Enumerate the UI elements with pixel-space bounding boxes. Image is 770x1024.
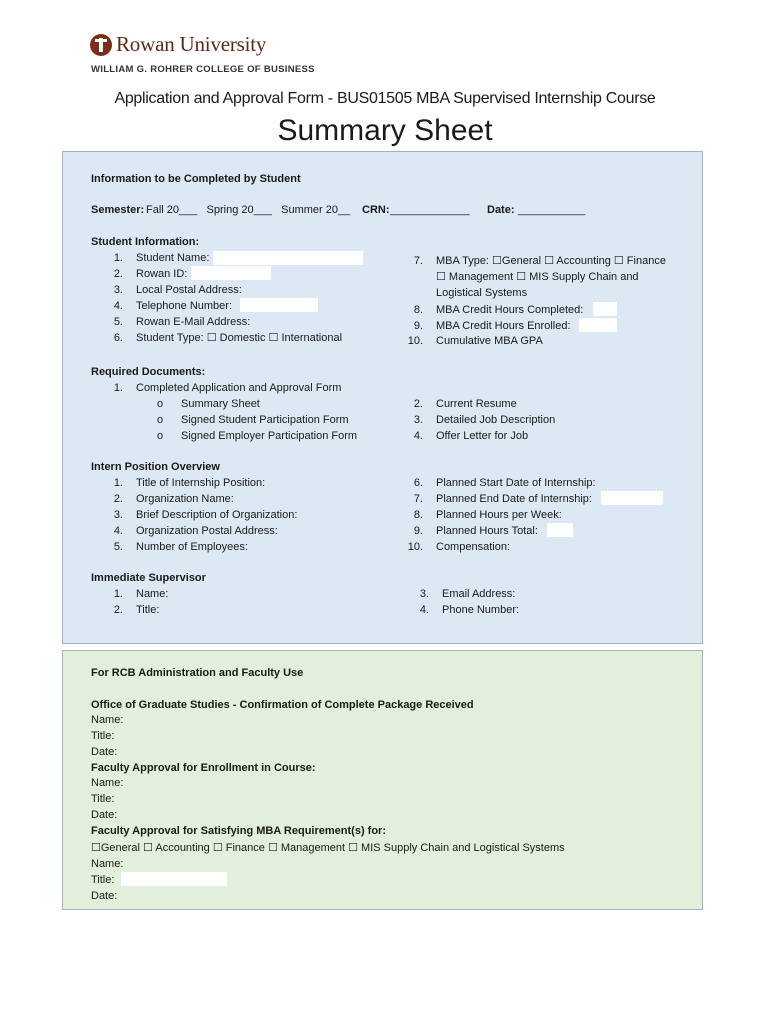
organization-name-label: Organization Name: — [136, 493, 234, 505]
list-number: 3. — [413, 414, 423, 426]
sheet-title: Summary Sheet — [277, 114, 493, 147]
end-date-label: Planned End Date of Internship: — [436, 493, 592, 505]
compensation-label: Compensation: — [436, 541, 510, 553]
doc-offer-letter: Offer Letter for Job — [436, 430, 529, 442]
supervisor-name-label: Name: — [136, 588, 169, 600]
list-number: 3. — [113, 284, 123, 296]
required-docs-heading: Required Documents: — [91, 366, 206, 378]
semester-label: Semester: — [91, 204, 145, 216]
req-name-label: Name: — [91, 858, 124, 870]
internship-title-label: Title of Internship Position: — [136, 477, 266, 489]
mba-type-options-cont[interactable]: ☐ Management ☐ MIS Supply Chain and — [436, 271, 639, 283]
list-number: 6. — [413, 477, 423, 489]
telephone-label: Telephone Number: — [136, 300, 233, 312]
mba-requirement-heading: Faculty Approval for Satisfying MBA Requirement(s) for: — [91, 825, 386, 837]
list-number: 9. — [413, 320, 423, 332]
bullet: o — [157, 414, 164, 426]
hours-total-field[interactable] — [547, 523, 573, 537]
college-name: WILLIAM G. ROHRER COLLEGE OF BUSINESS — [91, 64, 315, 75]
list-number: 7. — [413, 493, 423, 505]
grad-studies-heading: Office of Graduate Studies - Confirmation of Complete Package Received — [91, 699, 474, 711]
student-section-heading: Information to be Completed by Student — [91, 173, 301, 185]
list-number: 5. — [113, 316, 123, 328]
list-number: 4. — [113, 525, 123, 537]
telephone-field[interactable] — [240, 298, 318, 312]
university-logo — [90, 32, 266, 57]
start-date-label: Planned Start Date of Internship: — [436, 477, 596, 489]
rowan-id-label: Rowan ID: — [136, 268, 188, 280]
doc-summary-sheet: Summary Sheet — [181, 398, 260, 410]
semester-options[interactable]: Fall 20___ Spring 20___ Summer 20__ — [146, 204, 351, 216]
postal-address-label: Local Postal Address: — [136, 284, 242, 296]
credits-completed-field[interactable] — [593, 302, 617, 316]
grad-name-label: Name: — [91, 714, 124, 726]
doc-resume: Current Resume — [436, 398, 517, 410]
list-number: 5. — [113, 541, 123, 553]
list-number: 10. — [407, 541, 423, 553]
enroll-name-label: Name: — [91, 777, 124, 789]
enroll-title-label: Title: — [91, 793, 115, 805]
enrollment-approval-heading: Faculty Approval for Enrollment in Course: — [91, 762, 316, 774]
student-name-label: Student Name: — [136, 252, 210, 264]
list-number: 8. — [413, 304, 423, 316]
torch-icon — [90, 34, 112, 56]
student-info-heading: Student Information: — [91, 236, 200, 248]
organization-description-label: Brief Description of Organization: — [136, 509, 298, 521]
hours-total-label: Planned Hours Total: — [436, 525, 538, 537]
bullet: o — [157, 398, 164, 410]
student-name-field[interactable] — [213, 251, 363, 265]
mba-type-options[interactable]: MBA Type: ☐General ☐ Accounting ☐ Finance — [436, 255, 666, 267]
doc-student-participation: Signed Student Participation Form — [181, 414, 349, 426]
list-number: 2. — [113, 604, 123, 616]
supervisor-phone-label: Phone Number: — [442, 604, 520, 616]
grad-title-label: Title: — [91, 730, 115, 742]
list-number: 1. — [113, 477, 123, 489]
rowan-id-field[interactable] — [191, 266, 271, 280]
credits-enrolled-field[interactable] — [579, 318, 617, 332]
list-number: 8. — [413, 509, 423, 521]
mba-requirement-options[interactable]: ☐General ☐ Accounting ☐ Finance ☐ Management ☐ MIS Supply Chain and Logistical Systems — [91, 842, 565, 854]
student-section — [62, 151, 703, 644]
intern-heading: Intern Position Overview — [91, 461, 220, 473]
list-number: 4. — [419, 604, 429, 616]
credits-enrolled-label: MBA Credit Hours Enrolled: — [436, 320, 571, 332]
list-number: 9. — [413, 525, 423, 537]
supervisor-title-label: Title: — [136, 604, 160, 616]
date-label: Date: — [487, 204, 515, 216]
list-number: 1. — [113, 382, 123, 394]
list-number: 2. — [413, 398, 423, 410]
email-label: Rowan E-Mail Address: — [136, 316, 251, 328]
enroll-date-label: Date: — [91, 809, 118, 821]
list-number: 1. — [113, 252, 123, 264]
supervisor-heading: Immediate Supervisor — [91, 572, 206, 584]
form-title: Application and Approval Form - BUS01505 MBA Supervised Internship Course — [114, 90, 656, 107]
doc-application-form: Completed Application and Approval Form — [136, 382, 342, 394]
admin-section-heading: For RCB Administration and Faculty Use — [91, 667, 304, 679]
req-title-field[interactable] — [121, 872, 227, 886]
supervisor-email-label: Email Address: — [442, 588, 516, 600]
bullet: o — [157, 430, 164, 442]
crn-field[interactable]: _____________ — [390, 204, 470, 216]
employees-label: Number of Employees: — [136, 541, 248, 553]
list-number: 3. — [419, 588, 429, 600]
list-number: 7. — [413, 255, 423, 267]
doc-job-description: Detailed Job Description — [436, 414, 556, 426]
doc-employer-participation: Signed Employer Participation Form — [181, 430, 358, 442]
university-name: Rowan University — [116, 32, 267, 56]
gpa-label: Cumulative MBA GPA — [436, 335, 543, 347]
organization-address-label: Organization Postal Address: — [136, 525, 278, 537]
list-number: 3. — [113, 509, 123, 521]
list-number: 10. — [407, 335, 423, 347]
list-number: 4. — [413, 430, 423, 442]
list-number: 4. — [113, 300, 123, 312]
end-date-field[interactable] — [601, 491, 663, 505]
list-number: 1. — [113, 588, 123, 600]
hours-per-week-label: Planned Hours per Week: — [436, 509, 562, 521]
list-number: 6. — [113, 332, 123, 344]
date-field[interactable]: ___________ — [518, 204, 586, 216]
req-date-label: Date: — [91, 890, 118, 902]
crn-label: CRN: — [362, 204, 390, 216]
admin-section — [62, 650, 703, 910]
grad-date-label: Date: — [91, 746, 118, 758]
req-title-label: Title: — [91, 874, 115, 886]
student-type-options[interactable]: Student Type: ☐ Domestic ☐ International — [136, 332, 343, 344]
list-number: 2. — [113, 268, 123, 280]
list-number: 2. — [113, 493, 123, 505]
credits-completed-label: MBA Credit Hours Completed: — [436, 304, 584, 316]
mba-type-options-cont: Logistical Systems — [436, 287, 528, 299]
